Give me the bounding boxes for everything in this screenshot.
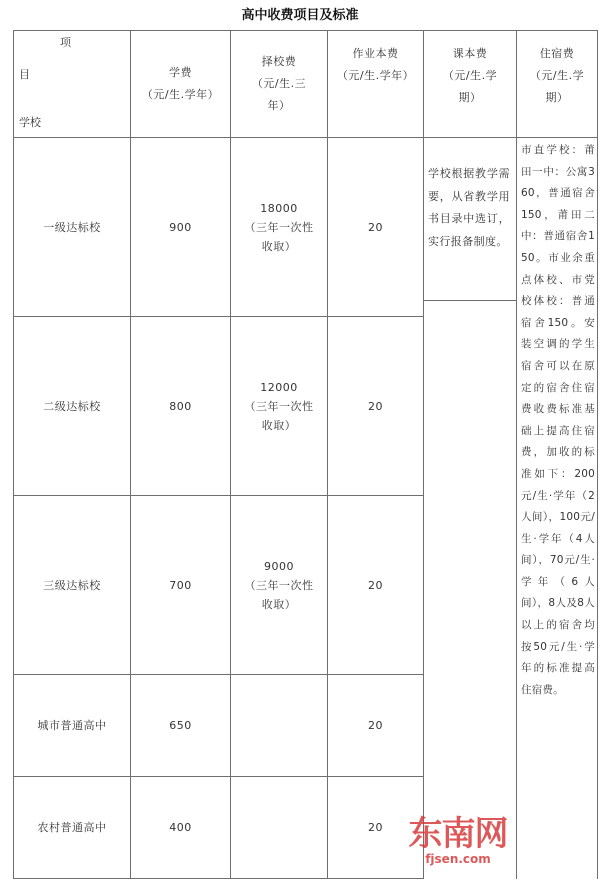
watermark-url: fjsen.com	[425, 852, 491, 866]
page-title: 高中收费项目及标准	[241, 8, 359, 23]
header-dorm-unit: （元/生.学	[529, 69, 585, 82]
table-border-bottom	[13, 878, 423, 879]
choice-fee-note: （三年一次性收取）	[244, 399, 314, 432]
header-textbook-unit-2: 期）	[458, 91, 482, 104]
header-dorm-unit-2: 期）	[545, 91, 569, 104]
corner-label-mu: 目	[19, 68, 30, 81]
header-tuition-unit: （元/生.学年）	[141, 88, 220, 101]
textbook-fee-note: 学校根据教学需要，从省教学用书目录中选订，实行报备制度。	[428, 167, 510, 248]
table-border-right	[597, 30, 598, 879]
header-choice-fee-unit: （元/生.三	[251, 77, 307, 90]
dorm-fee-note: 市直学校：莆田一中：公寓360，普通宿舍150，莆田二中：普通宿舍150。市业余重点体校、市党校体校：普通宿舍150。安装空调的学生宿舍可以在原定的宿舍住宿费收费标准基础上提高住宿费，加收的标准如下：200元/生·学年（2人间），100元/生·学年（4人间），70元/生·学年（6人间），8人及8人以上的宿舍均按50元/生·学年的标准提高住宿费。	[521, 144, 595, 696]
tuition-value: 650	[169, 719, 192, 732]
header-workbook-unit: （元/生.学年）	[336, 69, 415, 82]
choice-fee-value: 9000	[264, 559, 294, 573]
workbook-value: 20	[368, 821, 383, 834]
workbook-value: 20	[368, 719, 383, 732]
header-choice-fee-unit-2: 年）	[267, 99, 291, 112]
school-name: 三级达标校	[43, 578, 101, 592]
corner-label-school: 学校	[19, 116, 41, 129]
choice-fee-cell	[231, 496, 327, 674]
tuition-value: 400	[169, 821, 192, 834]
workbook-value: 20	[368, 220, 383, 234]
header-dorm	[517, 31, 597, 137]
corner-label-item: 项	[60, 36, 71, 49]
header-workbook	[328, 31, 423, 137]
tuition-value: 900	[169, 220, 192, 234]
choice-fee-note: （三年一次性收取）	[244, 578, 314, 611]
textbook-cell-bottom	[423, 300, 516, 301]
header-tuition-label: 学费	[169, 66, 192, 79]
choice-fee-cell	[231, 777, 327, 878]
choice-fee-value: 18000	[260, 201, 298, 215]
site-watermark-logo	[398, 816, 518, 866]
header-choice-fee	[231, 31, 327, 137]
header-dorm-label: 住宿费	[539, 47, 575, 60]
school-name: 二级达标校	[43, 399, 101, 413]
choice-fee-value: 12000	[260, 380, 298, 394]
choice-fee-note: （三年一次性收取）	[244, 220, 314, 253]
tuition-value: 700	[169, 578, 192, 592]
header-textbook-unit: （元/生.学	[442, 69, 498, 82]
school-name: 城市普通高中	[37, 719, 107, 732]
choice-fee-cell	[231, 138, 327, 316]
workbook-value: 20	[368, 399, 383, 413]
header-textbook	[424, 31, 516, 137]
school-name: 农村普通高中	[37, 821, 107, 834]
header-choice-fee-label: 择校费	[261, 55, 297, 68]
workbook-value: 20	[368, 578, 383, 592]
school-name: 一级达标校	[43, 220, 101, 234]
header-tuition	[131, 31, 230, 137]
choice-fee-cell	[231, 675, 327, 776]
header-textbook-label: 课本费	[452, 47, 488, 60]
tuition-value: 800	[169, 399, 192, 413]
watermark-text: 东南网	[408, 814, 508, 854]
col-line-4	[423, 30, 424, 879]
choice-fee-cell	[231, 317, 327, 495]
col-line-5	[516, 30, 517, 879]
header-workbook-label: 作业本费	[352, 47, 399, 60]
